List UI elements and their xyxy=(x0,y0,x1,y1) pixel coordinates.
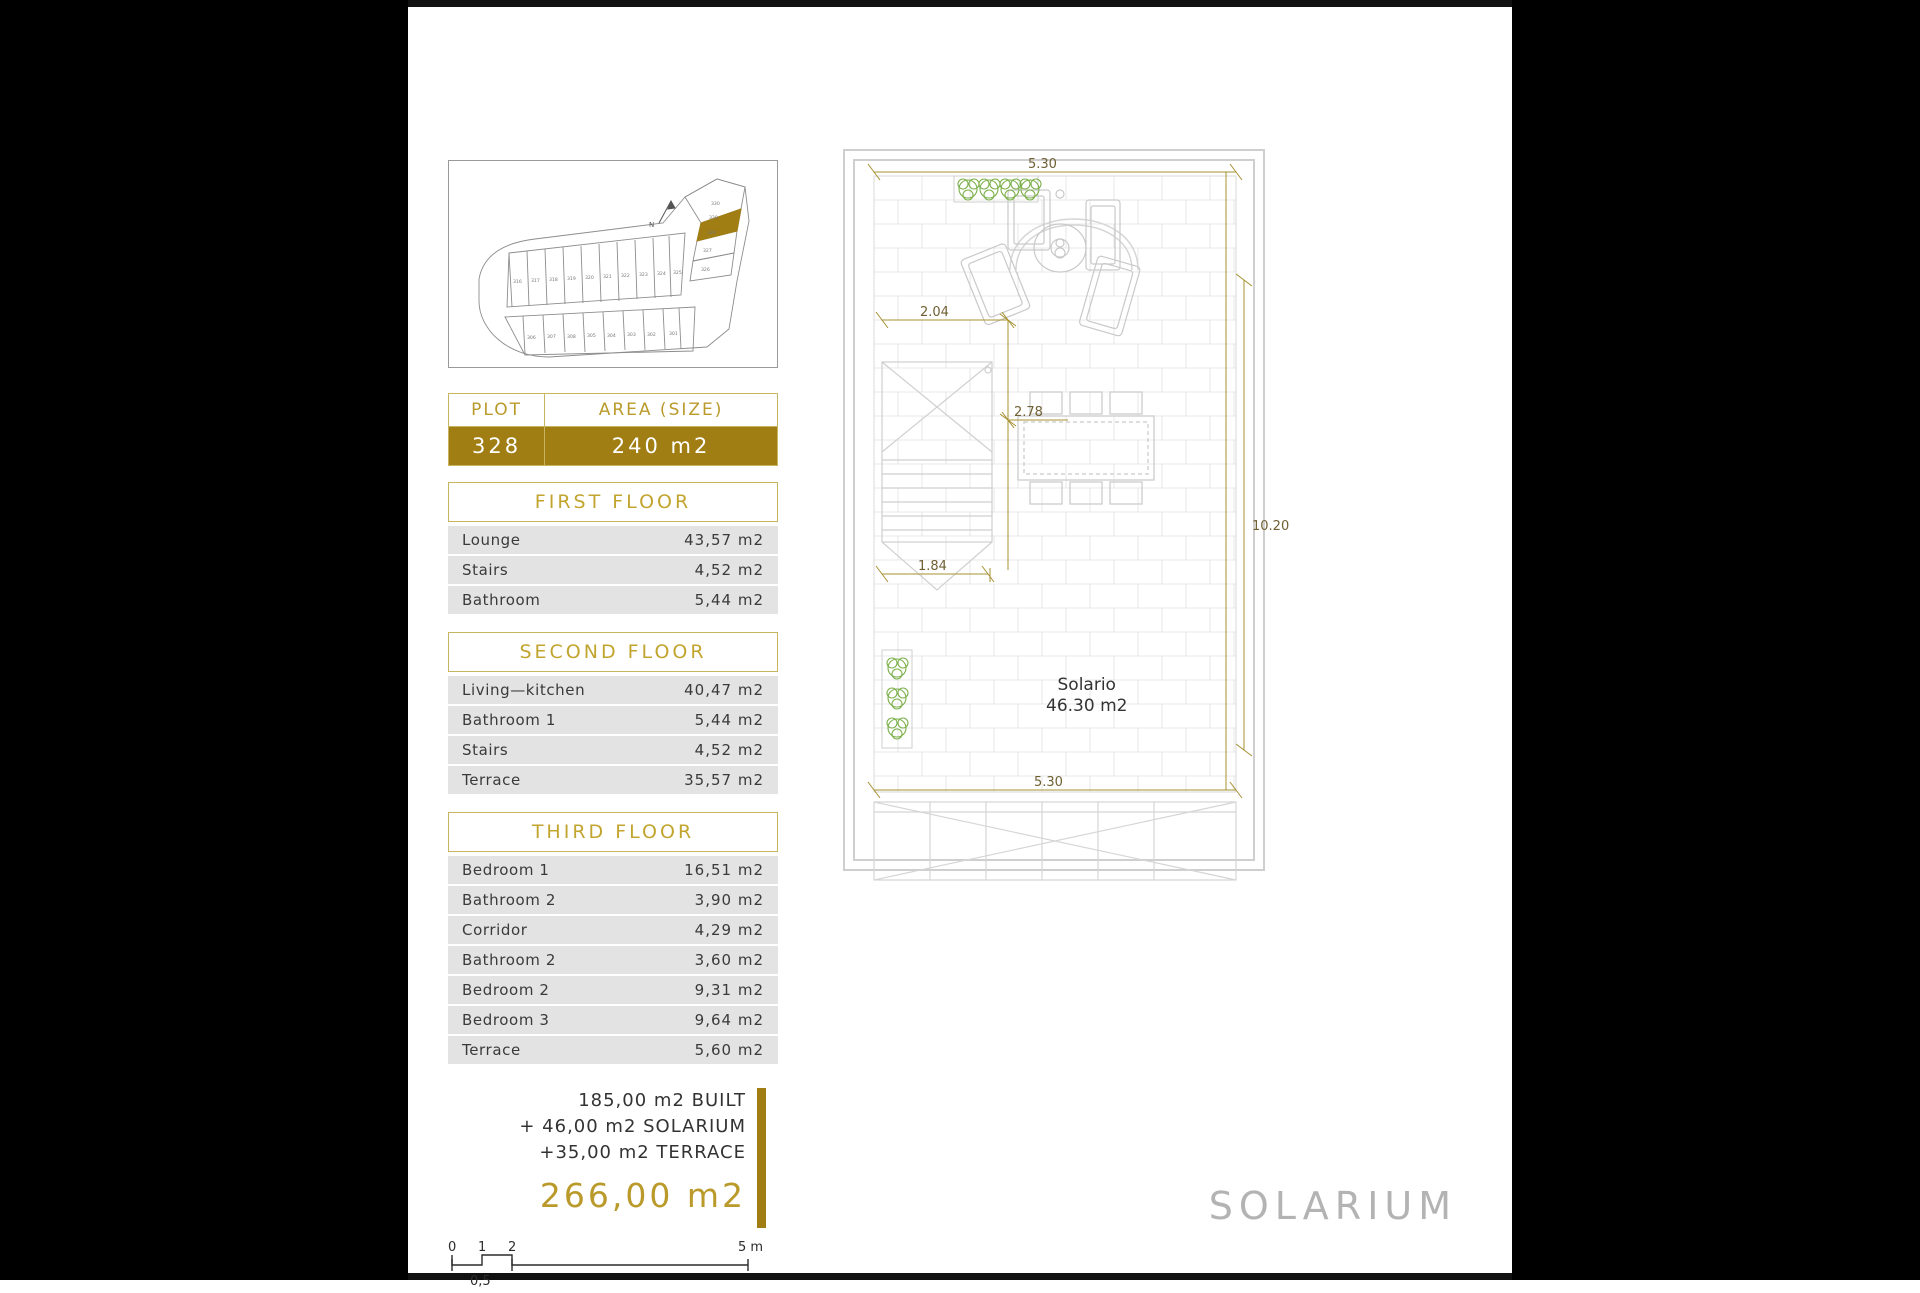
room-area: 43,57 m2 xyxy=(684,531,764,549)
list-item xyxy=(448,556,778,586)
svg-text:326: 326 xyxy=(701,268,710,273)
list-item xyxy=(448,886,778,916)
room-area: 9,31 m2 xyxy=(694,981,764,999)
svg-text:302: 302 xyxy=(647,333,656,338)
svg-text:308: 308 xyxy=(567,335,576,340)
scale-end: 5 m xyxy=(738,1240,764,1255)
svg-text:324: 324 xyxy=(657,272,666,277)
svg-text:330: 330 xyxy=(711,202,720,207)
dimension-top: 5.30 xyxy=(1028,157,1057,172)
room-area: 5,60 m2 xyxy=(694,1041,764,1059)
section-rows-first-floor xyxy=(448,526,778,616)
list-item xyxy=(448,1006,778,1036)
room-name: Terrace xyxy=(462,771,521,789)
section-title-first-floor: FIRST FLOOR xyxy=(448,482,778,522)
list-item xyxy=(448,946,778,976)
room-name: Bathroom xyxy=(462,591,541,609)
svg-text:328: 328 xyxy=(707,231,716,236)
svg-text:316: 316 xyxy=(513,280,522,285)
room-name: Bathroom 2 xyxy=(462,951,556,969)
left-info-column xyxy=(448,160,778,1289)
scale-tick-2: 2 xyxy=(508,1240,517,1255)
svg-text:304: 304 xyxy=(607,334,616,339)
list-item xyxy=(448,736,778,766)
svg-text:322: 322 xyxy=(621,274,630,279)
section-title-second-floor: SECOND FLOOR xyxy=(448,632,778,672)
plot-table-header-row xyxy=(449,394,778,427)
room-name: Stairs xyxy=(462,561,509,579)
dimension-left-upper: 2.04 xyxy=(920,305,949,320)
room-area: 3,60 m2 xyxy=(694,951,764,969)
svg-text:305: 305 xyxy=(587,334,596,339)
scale-bar xyxy=(448,1237,778,1289)
room-area: 3,90 m2 xyxy=(694,891,764,909)
area-header-cell: AREA (SIZE) xyxy=(545,394,778,427)
svg-text:323: 323 xyxy=(639,273,648,278)
svg-text:N: N xyxy=(649,221,655,229)
plot-area-cell: 240 m2 xyxy=(545,427,778,466)
svg-text:306: 306 xyxy=(527,336,536,341)
room-name: Bathroom 2 xyxy=(462,891,556,909)
room-area: 5,44 m2 xyxy=(694,591,764,609)
room-area: 35,57 m2 xyxy=(684,771,764,789)
list-item xyxy=(448,916,778,946)
dimension-right: 10.20 xyxy=(1252,519,1290,534)
svg-text:321: 321 xyxy=(603,275,612,280)
dimension-inner: 2.78 xyxy=(1014,405,1043,420)
svg-text:329: 329 xyxy=(709,216,718,221)
letterbox-right xyxy=(1512,0,1920,1280)
svg-text:318: 318 xyxy=(549,278,558,283)
plan-sheet xyxy=(408,0,1512,1289)
list-item xyxy=(448,976,778,1006)
dimension-left-lower: 1.84 xyxy=(918,559,947,574)
room-area: 16,51 m2 xyxy=(684,861,764,879)
room-name: Living—kitchen xyxy=(462,681,586,699)
room-area: 40,47 m2 xyxy=(684,681,764,699)
top-rule xyxy=(408,0,1512,7)
solario-name: Solario xyxy=(1057,675,1116,695)
list-item xyxy=(448,766,778,796)
plot-header-cell: PLOT xyxy=(449,394,545,427)
svg-text:303: 303 xyxy=(627,333,636,338)
total-solarium: + 46,00 m2 SOLARIUM xyxy=(519,1116,746,1137)
section-rows-second-floor xyxy=(448,676,778,796)
room-name: Bedroom 1 xyxy=(462,861,550,879)
room-area: 5,44 m2 xyxy=(694,711,764,729)
room-name: Corridor xyxy=(462,921,528,939)
plot-number-cell: 328 xyxy=(449,427,545,466)
solario-area: 46.30 m2 xyxy=(1046,696,1128,716)
svg-text:319: 319 xyxy=(567,277,576,282)
room-area: 4,52 m2 xyxy=(694,561,764,579)
list-item xyxy=(448,586,778,616)
solarium-floor-plan xyxy=(838,130,1458,920)
list-item xyxy=(448,1036,778,1066)
plot-table-value-row xyxy=(449,427,778,466)
totals-gold-bar xyxy=(757,1088,766,1228)
page-title: SOLARIUM xyxy=(1208,1184,1457,1228)
total-grand: 266,00 m2 xyxy=(539,1176,746,1215)
room-area: 4,52 m2 xyxy=(694,741,764,759)
room-name: Stairs xyxy=(462,741,509,759)
svg-text:327: 327 xyxy=(703,249,712,254)
room-name: Bedroom 3 xyxy=(462,1011,550,1029)
svg-text:317: 317 xyxy=(531,279,540,284)
scale-tick-1: 1 xyxy=(478,1240,487,1255)
room-label-solario xyxy=(1046,675,1127,717)
room-name: Lounge xyxy=(462,531,521,549)
dimension-bottom: 5.30 xyxy=(1034,775,1063,790)
list-item xyxy=(448,856,778,886)
room-name: Bathroom 1 xyxy=(462,711,556,729)
totals-block xyxy=(448,1088,778,1215)
list-item xyxy=(448,706,778,736)
svg-text:301: 301 xyxy=(669,332,678,337)
plot-area-table xyxy=(448,393,778,466)
room-name: Bedroom 2 xyxy=(462,981,550,999)
scale-half: 0,5 xyxy=(470,1274,491,1289)
total-terrace: +35,00 m2 TERRACE xyxy=(539,1142,746,1163)
svg-text:325: 325 xyxy=(673,271,682,276)
section-title-third-floor: THIRD FLOOR xyxy=(448,812,778,852)
list-item xyxy=(448,526,778,556)
svg-text:307: 307 xyxy=(547,335,556,340)
letterbox-left xyxy=(0,0,408,1280)
site-map xyxy=(448,160,778,368)
list-item xyxy=(448,676,778,706)
room-area: 9,64 m2 xyxy=(694,1011,764,1029)
room-name: Terrace xyxy=(462,1041,521,1059)
section-rows-third-floor xyxy=(448,856,778,1066)
room-area: 4,29 m2 xyxy=(694,921,764,939)
scale-tick-0: 0 xyxy=(448,1240,457,1255)
total-built: 185,00 m2 BUILT xyxy=(578,1090,746,1111)
svg-text:320: 320 xyxy=(585,276,594,281)
